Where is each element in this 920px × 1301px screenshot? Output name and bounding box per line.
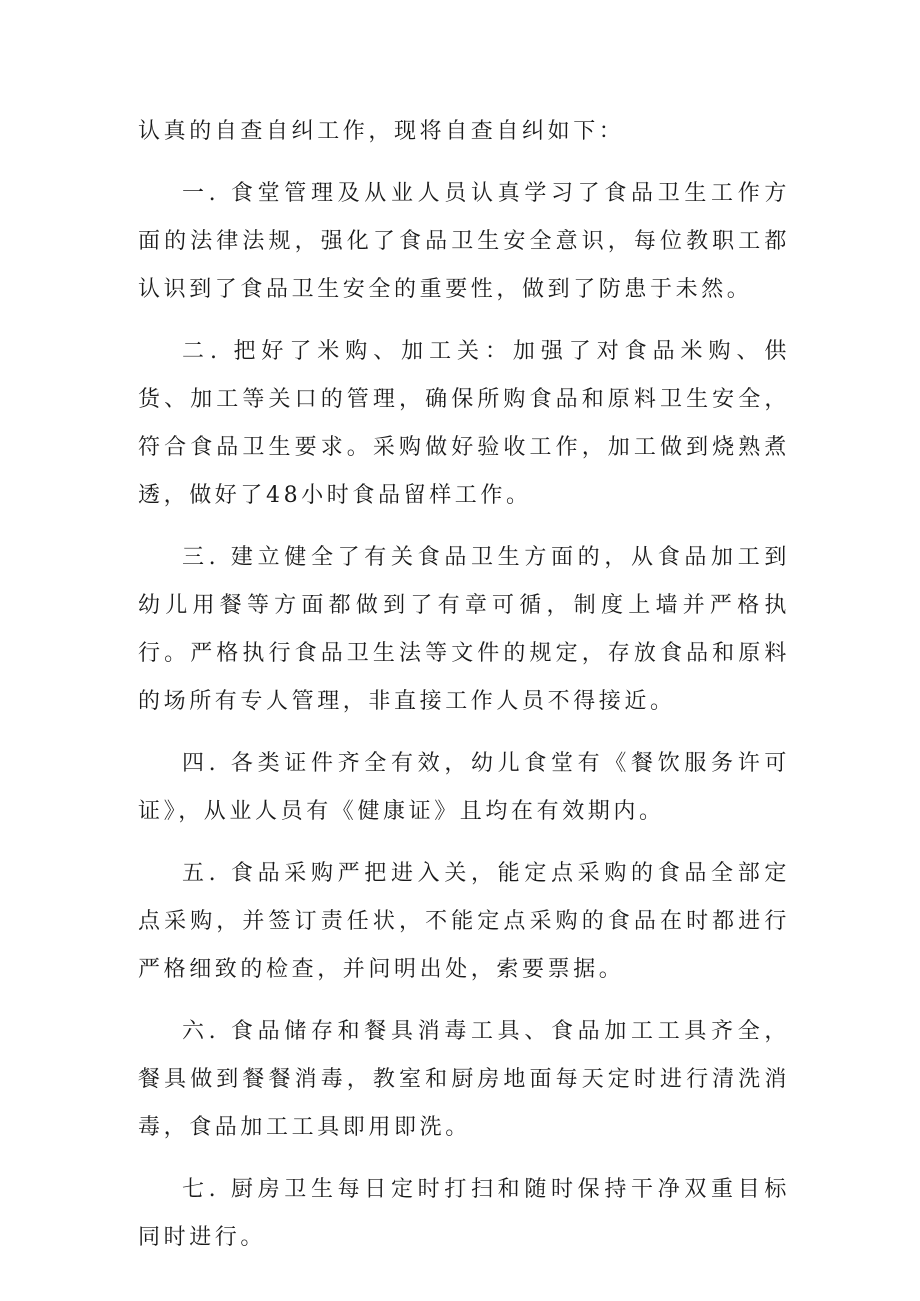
paragraph-item-1: 一. 食堂管理及从业人员认真学习了食品卫生工作方面的法律法规，强化了食品卫生安全意识，每位教职工都认识到了食品卫生安全的重要性，做到了防患于未然。 <box>138 181 790 302</box>
paragraph-item-2: 二. 把好了米购、加工关：加强了对食品米购、供货、加工等关口的管理，确保所购食品和原料卫生安全，符合食品卫生要求。采购做好验收工作，加工做到烧熟煮透，做好了48小时食品留样工作。 <box>138 339 790 508</box>
paragraph-item-4: 四. 各类证件齐全有效，幼儿食堂有《餐饮服务许可证》，从业人员有《健康证》且均在有效期内。 <box>138 751 790 824</box>
paragraph-item-5: 五. 食品采购严把进入关，能定点采购的食品全部定点采购，并签订责任状，不能定点采购的食品在时都进行严格细致的检查，并问明出处，索要票据。 <box>138 861 790 982</box>
paragraph-item-6: 六. 食品储存和餐具消毒工具、食品加工工具齐全，餐具做到餐餐消毒，教室和厨房地面每天定时进行清洗消毒，食品加工工具即用即洗。 <box>138 1019 790 1140</box>
paragraph-intro: 认真的自查自纠工作，现将自查自纠如下： <box>138 119 625 144</box>
paragraph-item-7: 七. 厨房卫生每日定时打扫和随时保持干净双重目标同时进行。 <box>138 1177 790 1250</box>
paragraph-item-3: 三. 建立健全了有关食品卫生方面的，从食品加工到幼儿用餐等方面都做到了有章可循，制度上墙并严格执行。严格执行食品卫生法等文件的规定，存放食品和原料的场所有专人管理，非直接工作人员不得接近。 <box>138 545 790 714</box>
document-body <box>138 108 790 1276</box>
